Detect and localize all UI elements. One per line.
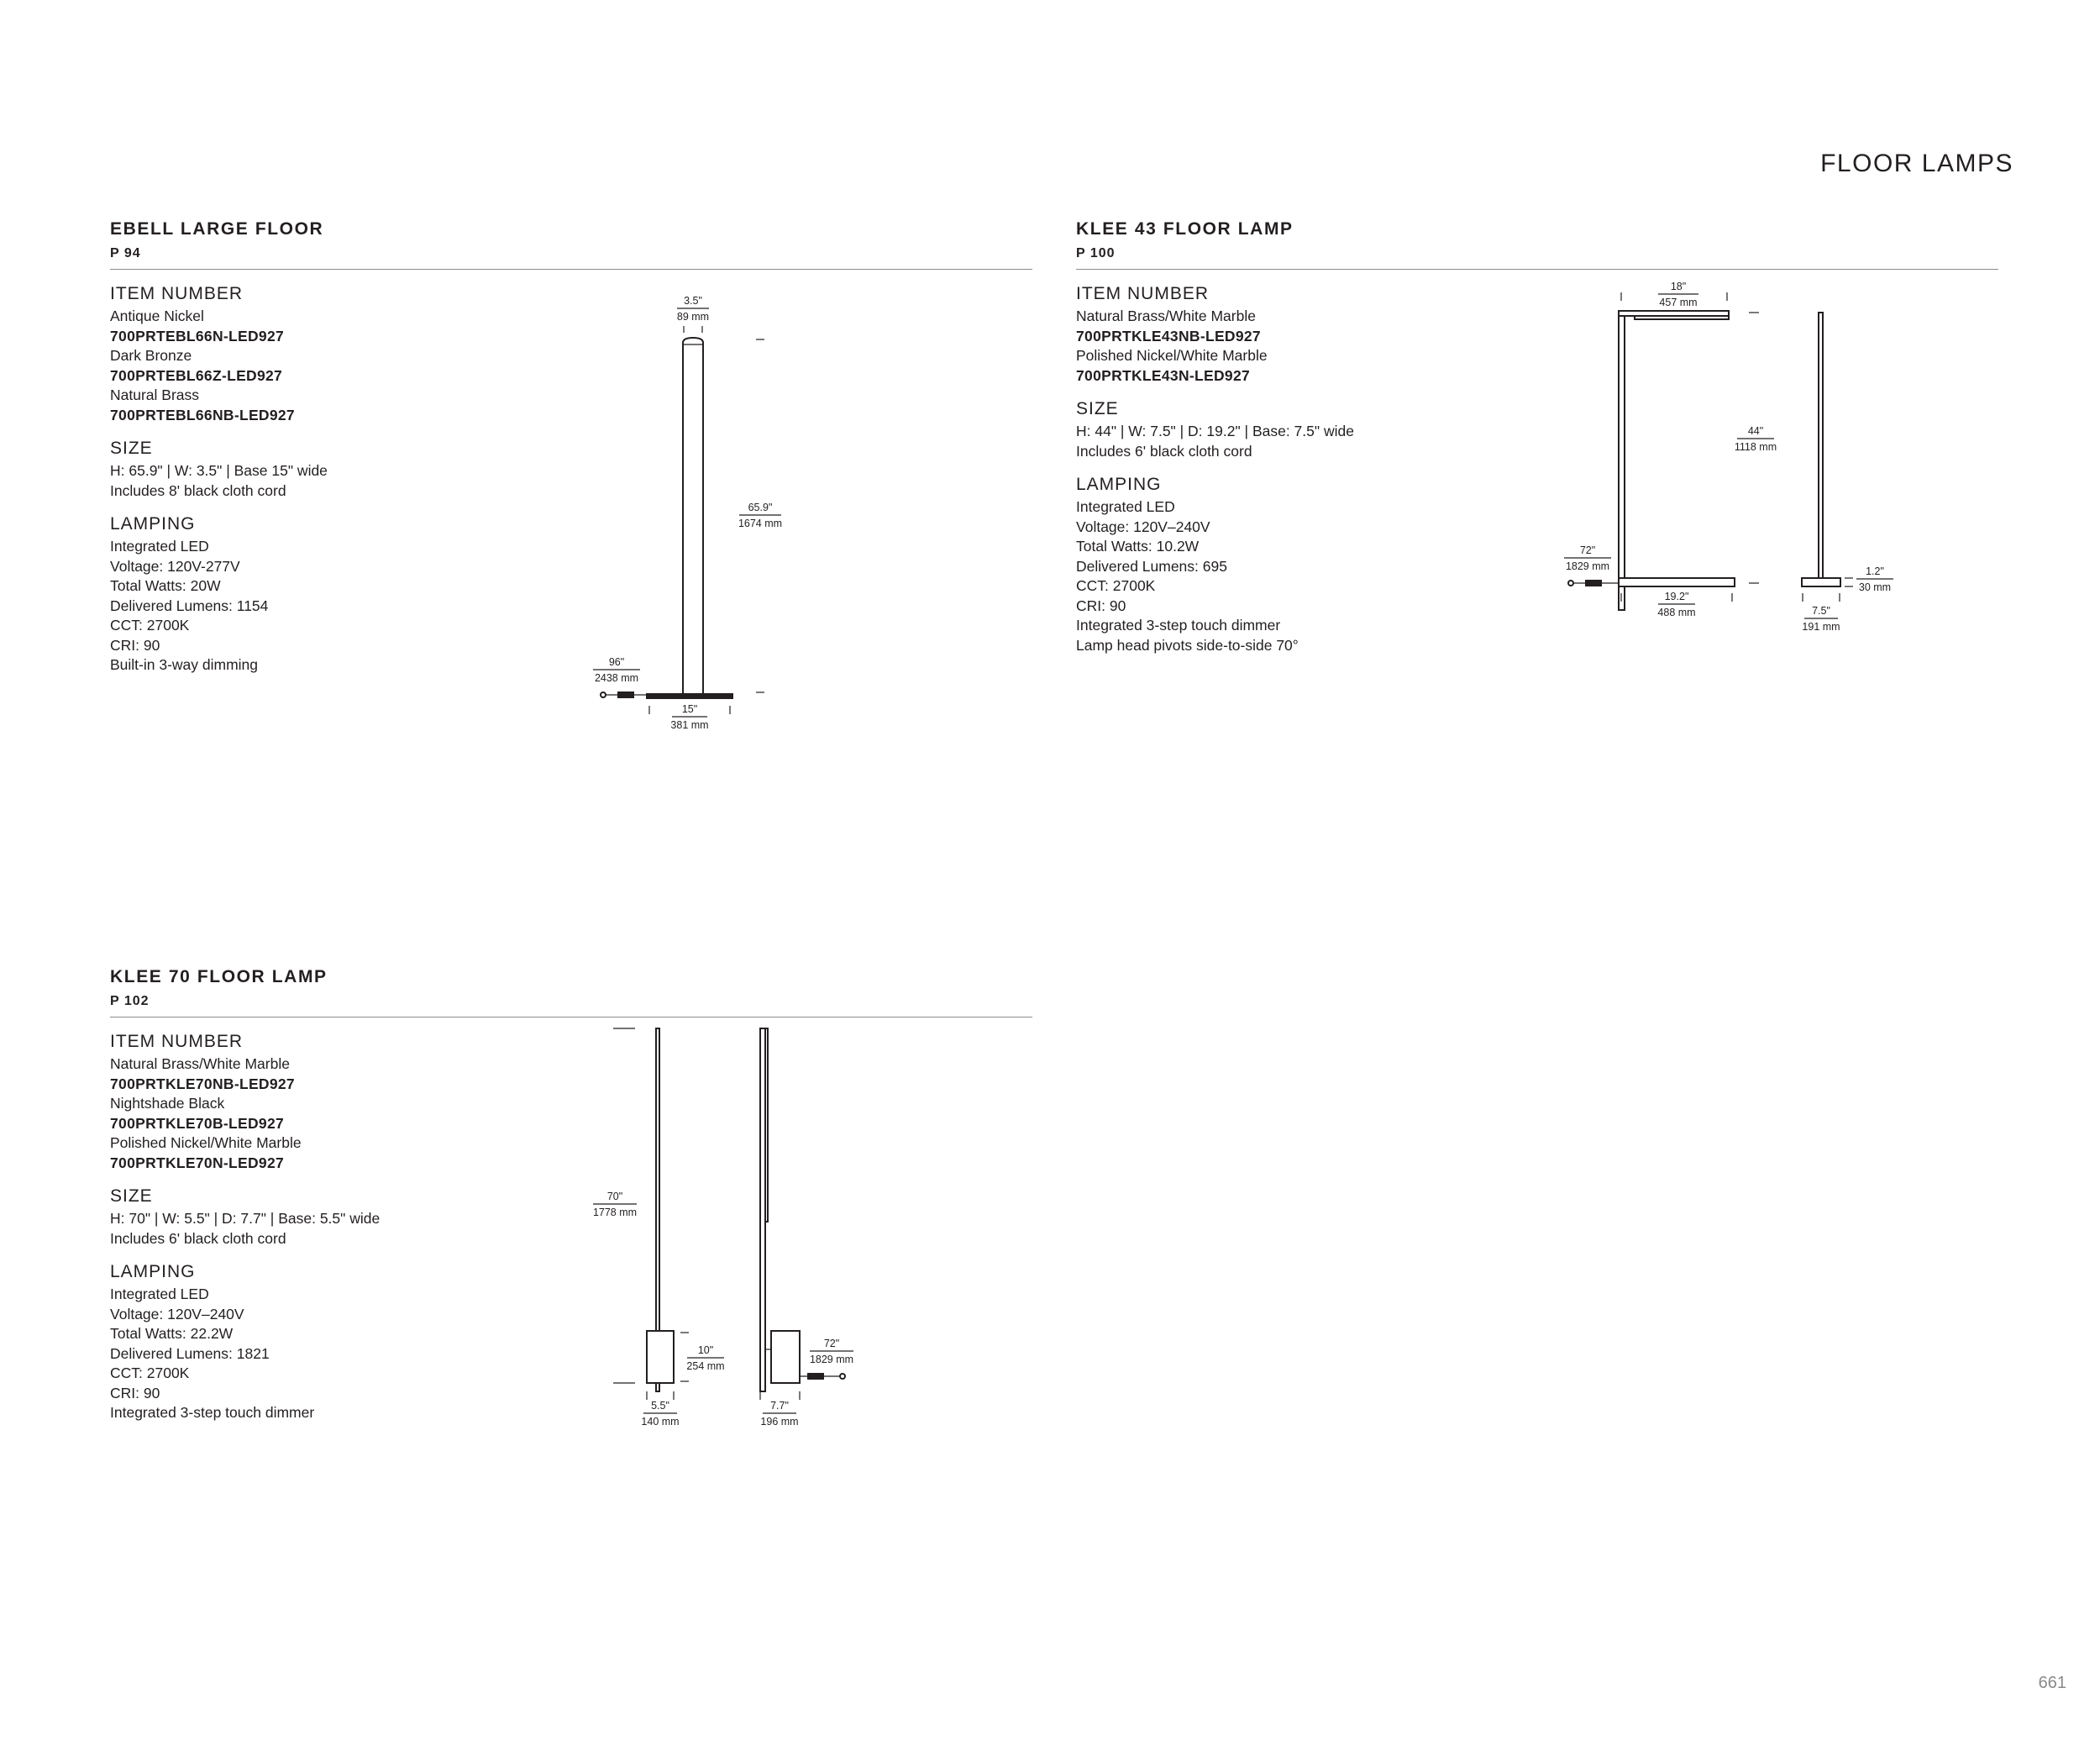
dim-height-in: 65.9" [748,502,773,513]
cord-switch [1586,581,1601,586]
lamping-line: CRI: 90 [110,1384,160,1401]
section-divider [1076,269,1998,270]
page-header: FLOOR LAMPS [1820,150,2013,177]
lamping-line: Voltage: 120V–240V [110,1305,244,1322]
dim-cord-mm: 1829 mm [1565,560,1610,572]
finish-name: Dark Bronze [110,347,192,364]
lamping-line: Integrated 3-step touch dimmer [1076,617,1281,634]
finish-name: Polished Nickel/White Marble [110,1134,302,1151]
finish-name: Polished Nickel/White Marble [1076,347,1268,364]
lamp-pole [1619,311,1625,610]
dim-base-w-mm: 191 mm [1802,621,1840,633]
finish-name: Antique Nickel [110,308,204,324]
lamping-line: Built-in 3-way dimming [110,656,259,673]
cord-switch [808,1374,823,1379]
page-number: 661 [2038,1674,2066,1692]
product-title: KLEE 70 FLOOR LAMP [110,967,328,986]
item-code: 700PRTEBL66N-LED927 [110,327,285,344]
lamp-pole [683,338,703,696]
lamp-base [647,694,732,698]
product-title: EBELL LARGE FLOOR [110,219,324,239]
dim-width-mm: 140 mm [641,1416,680,1428]
dim-base-w-in: 7.5" [1812,605,1830,617]
dim-arm-mm: 457 mm [1659,297,1698,308]
lamping-line: Integrated LED [110,538,209,555]
lamping-line: Total Watts: 20W [110,577,221,594]
dim-width-in: 3.5" [684,295,702,307]
dim-height-mm: 1778 mm [592,1207,638,1218]
size-line: H: 70" | W: 5.5" | D: 7.7" | Base: 5.5" wide [110,1210,381,1227]
lamping-line: Total Watts: 22.2W [110,1325,234,1342]
item-code: 700PRTKLE70NB-LED927 [110,1075,295,1092]
lamping-heading: LAMPING [110,1262,196,1281]
item-code: 700PRTEBL66Z-LED927 [110,366,283,384]
item-number-heading: ITEM NUMBER [110,284,243,303]
dim-cord-in: 96" [608,656,625,668]
dim-base-h-mm: 254 mm [686,1360,725,1372]
lamping-line: CCT: 2700K [1076,577,1156,594]
lamp-base-front [1802,578,1840,586]
dim-height-mm: 1118 mm [1734,441,1777,453]
item-code: 700PRTEBL66NB-LED927 [110,406,295,423]
size-line: Includes 6' black cloth cord [110,1229,286,1247]
cord-plug [840,1374,845,1379]
size-heading: SIZE [1076,399,1119,418]
item-code: 700PRTKLE70B-LED927 [110,1114,285,1132]
dim-depth-mm: 196 mm [760,1416,799,1428]
size-heading: SIZE [110,1186,153,1206]
dim-cord-in: 72" [823,1338,840,1349]
dim-base-h-in: 1.2" [1866,565,1884,577]
size-line: H: 65.9" | W: 3.5" | Base 15" wide [110,462,328,479]
dim-depth-mm: 488 mm [1657,607,1696,618]
product-page-ref: P 94 [110,246,141,260]
product-title: KLEE 43 FLOOR LAMP [1076,219,1294,239]
dim-arm-in: 18" [1670,281,1687,292]
dim-width-mm: 89 mm [676,311,710,323]
klee70-dimension-drawing [588,1017,874,1437]
lamping-line: CCT: 2700K [110,617,190,634]
spec-block [110,1029,1032,1423]
lamping-line: CRI: 90 [110,636,160,654]
finish-name: Natural Brass [110,386,200,403]
cord-switch [618,692,633,697]
product-page-ref: P 102 [110,994,150,1008]
finish-name: Nightshade Black [110,1095,225,1112]
cord-plug [601,692,606,697]
lamp-head [1635,316,1729,319]
dim-depth-in: 7.7" [770,1400,789,1412]
product-page-ref: P 100 [1076,246,1116,260]
lamping-line: Voltage: 120V–240V [1076,518,1210,535]
item-code: 700PRTKLE70N-LED927 [110,1154,285,1171]
lamping-line: Delivered Lumens: 1154 [110,597,269,614]
lamping-line: Total Watts: 10.2W [1076,538,1200,555]
lamp-base-front [647,1331,674,1383]
dim-depth-in: 19.2" [1664,591,1689,602]
size-line: Includes 6' black cloth cord [1076,442,1252,460]
finish-name: Natural Brass/White Marble [110,1055,290,1072]
lamping-line: CCT: 2700K [110,1365,190,1381]
size-line: H: 44" | W: 7.5" | D: 19.2" | Base: 7.5" wide [1076,423,1354,439]
item-number-heading: ITEM NUMBER [110,1032,243,1051]
cord-plug [1568,581,1573,586]
lamping-heading: LAMPING [1076,475,1162,494]
product-klee70 [110,968,1032,1423]
lamping-line: Voltage: 120V-277V [110,557,240,575]
dim-base-h-in: 10" [697,1344,714,1356]
dim-height-mm: 1674 mm [738,518,783,529]
lamping-line: CRI: 90 [1076,597,1126,614]
dim-height-in: 70" [606,1191,623,1202]
dim-height-in: 44" [1747,425,1764,437]
lamping-line: Integrated LED [110,1286,209,1302]
size-heading: SIZE [110,439,153,458]
lamping-line: Delivered Lumens: 695 [1076,557,1227,575]
dim-base-h-mm: 30 mm [1858,581,1892,593]
dim-cord-mm: 2438 mm [594,672,639,684]
dim-cord-mm: 1829 mm [809,1354,854,1365]
lamping-line: Integrated LED [1076,498,1175,515]
dim-width-in: 5.5" [651,1400,669,1412]
item-number-heading: ITEM NUMBER [1076,284,1209,303]
finish-name: Natural Brass/White Marble [1076,308,1256,324]
item-code: 700PRTKLE43NB-LED927 [1076,327,1261,344]
dim-base-mm: 381 mm [670,719,709,731]
section-divider [110,269,1032,270]
klee43-dimension-drawing [1554,277,1907,639]
ebell-dimension-drawing [588,286,806,739]
lamping-line: Lamp head pivots side-to-side 70° [1076,636,1299,654]
lamp-base-side [771,1331,800,1383]
lamp-pole-front [1819,313,1823,578]
dim-base-in: 15" [681,703,698,715]
size-line: Includes 8' black cloth cord [110,481,286,499]
dim-cord-in: 72" [1579,544,1596,556]
lamping-line: Delivered Lumens: 1821 [110,1344,270,1362]
lamp-head-side [765,1028,768,1222]
spec-block [110,281,1032,676]
lamping-line: Integrated 3-step touch dimmer [110,1404,315,1421]
lamping-heading: LAMPING [110,514,196,534]
item-code: 700PRTKLE43N-LED927 [1076,366,1251,384]
product-ebell [110,220,1032,676]
lamp-base [1619,578,1735,586]
